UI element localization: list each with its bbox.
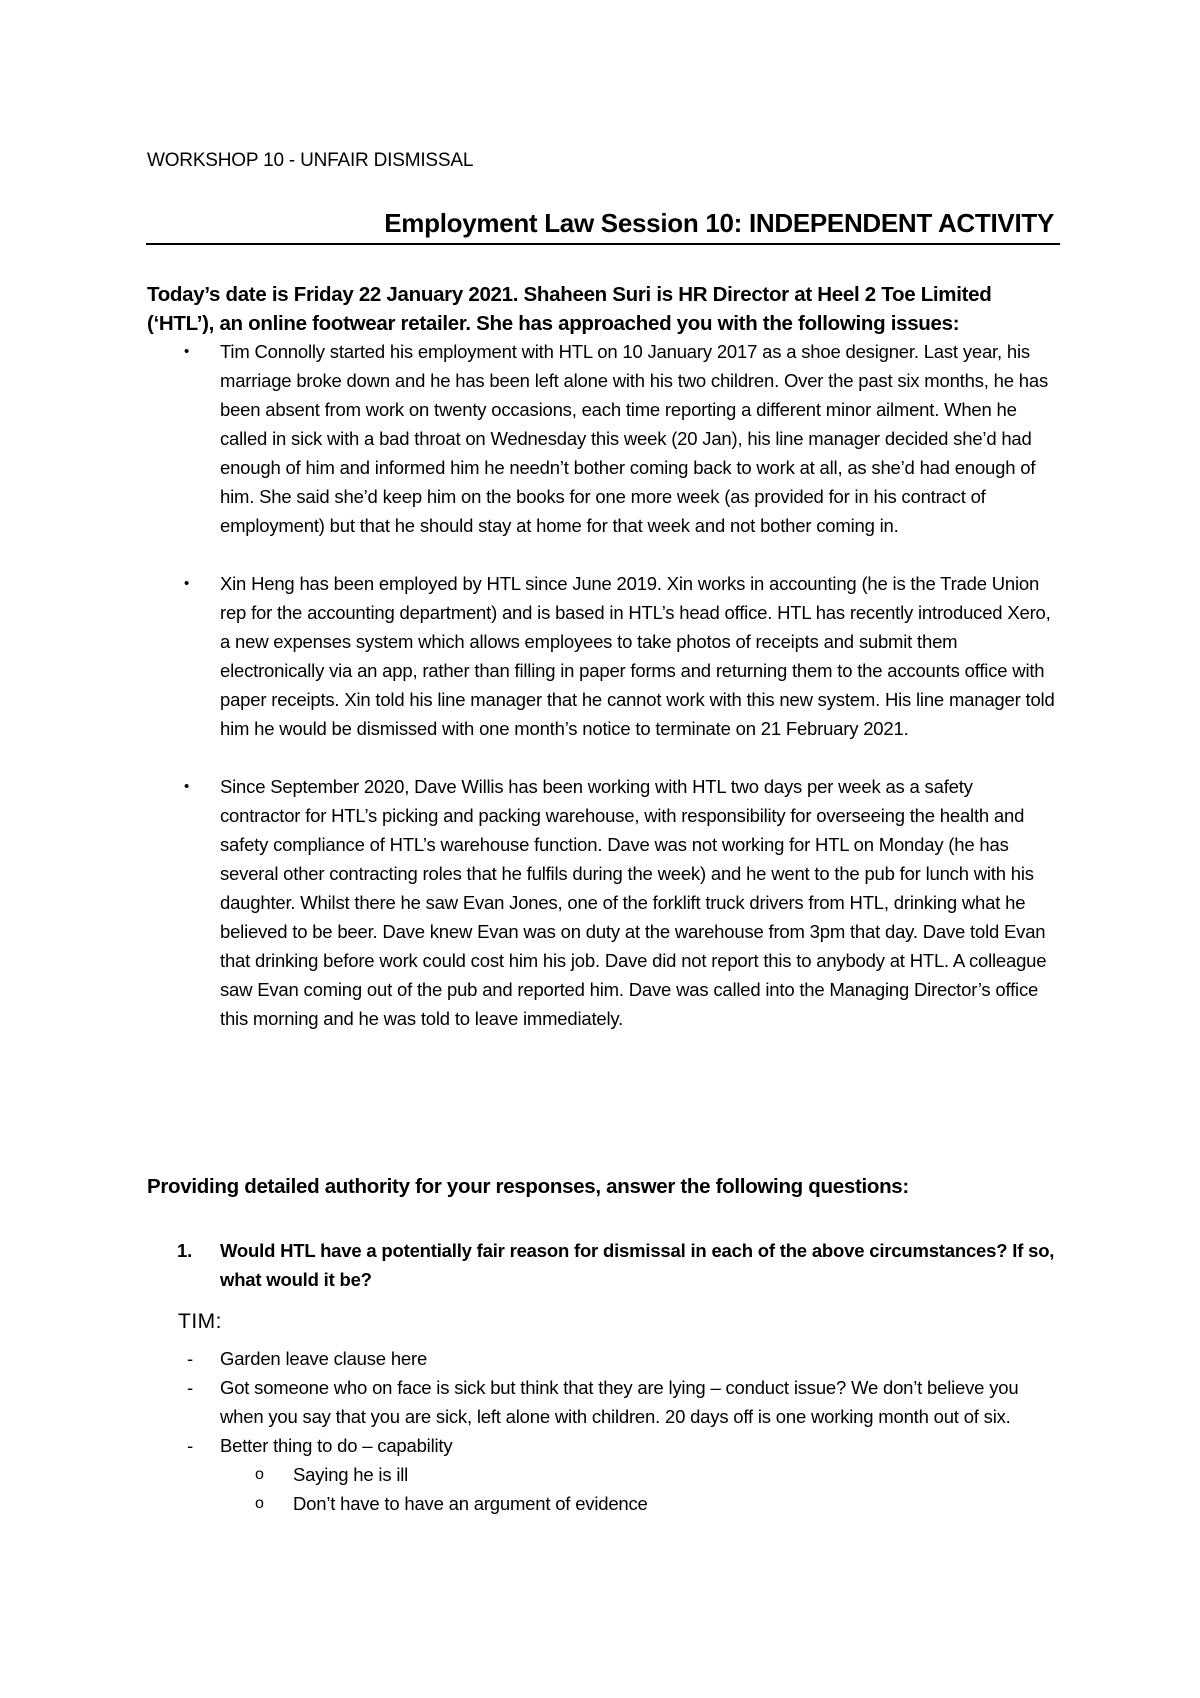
question-number: 1. (177, 1240, 193, 1261)
page-title: Employment Law Session 10: INDEPENDENT ACTIVITY (384, 208, 1054, 238)
subnote-text: Saying he is ill (293, 1464, 409, 1485)
scenario-tim (147, 337, 1057, 540)
instructions-heading: Providing detailed authority for your responses, answer the following questions: (147, 1175, 909, 1198)
bullet-icon: • (184, 778, 190, 795)
dash-icon: - (187, 1377, 194, 1398)
dash-icon: - (187, 1348, 194, 1369)
circle-bullet-icon: o (255, 1495, 264, 1512)
subnote-item (147, 1489, 1057, 1518)
scenario-list (147, 337, 1057, 1062)
title-block (146, 208, 1060, 245)
note-text: Got someone who on face is sick but think that they are lying – conduct issue? We don’t believe you when you say that you are sick, left alone with children. 20 days off is one working month out of six. (220, 1377, 1019, 1427)
note-item (147, 1344, 1057, 1373)
note-text: Better thing to do – capability (220, 1435, 453, 1456)
note-item (147, 1373, 1057, 1431)
question-1 (147, 1236, 1057, 1294)
tim-heading: TIM: (178, 1310, 222, 1333)
scenario-text: Xin Heng has been employed by HTL since June 2019. Xin works in accounting (he is the Trade Union rep for the accounting department) and is based in HTL’s head office. HTL has recently introduced Xero, a new expenses system which allows employees to take photos of receipts and submit them electronically via an app, rather than filling in paper forms and returning them to the accounts office with paper receipts. Xin told his line manager that he cannot work with this new system. His line manager told him he would be dismissed with one month’s notice to terminate on 21 February 2021. (220, 573, 1055, 739)
subnote-item (147, 1460, 1057, 1489)
subnote-text: Don’t have to have an argument of evidence (293, 1493, 648, 1514)
scenario-text: Since September 2020, Dave Willis has been working with HTL two days per week as a safety contractor for HTL’s picking and packing warehouse, with responsibility for overseeing the health and safety compliance of HTL’s warehouse function. Dave was not working for HTL on Monday (he has several other contracting roles that he fulfils during the week) and he went to the pub for lunch with his daughter. Whilst there he saw Evan Jones, one of the forklift truck drivers from HTL, drinking what he believed to be beer. Dave knew Evan was on duty at the warehouse from 3pm that day. Dave told Evan that drinking before work could cost him his job. Dave did not report this to anybody at HTL. A colleague saw Evan coming out of the pub and reported him. Dave was called into the Managing Director’s office this morning and he was told to leave immediately. (220, 776, 1047, 1029)
question-text: Would HTL have a potentially fair reason for dismissal in each of the above circumstances? If so, what would it be? (220, 1240, 1055, 1290)
note-text: Garden leave clause here (220, 1348, 428, 1369)
workshop-heading: WORKSHOP 10 - UNFAIR DISMISSAL (147, 150, 474, 171)
bullet-icon: • (184, 575, 190, 592)
dash-icon: - (187, 1435, 194, 1456)
note-item (147, 1431, 1057, 1460)
scenario-dave (147, 772, 1057, 1033)
scenario-text: Tim Connolly started his employment with HTL on 10 January 2017 as a shoe designer. Last year, his marriage broke down and he has been left alone with his two children. Over the past six months, he has been absent from work on twenty occasions, each time reporting a different minor ailment. When he called in sick with a bad throat on Wednesday this week (20 Jan), his line manager decided she’d had enough of him and informed him he needn’t bother coming back to work at all, as she’d had enough of him. She said she’d keep him on the books for one more week (as provided for in his contract of employment) but that he should stay at home for that week and not bother coming in. (220, 341, 1048, 536)
circle-bullet-icon: o (255, 1466, 264, 1483)
bullet-icon: • (184, 343, 190, 360)
scenario-xin (147, 569, 1057, 743)
tim-notes (147, 1344, 1057, 1518)
intro-paragraph: Today’s date is Friday 22 January 2021. Shaheen Suri is HR Director at Heel 2 Toe Limited (‘HTL’), an online footwear retailer. She has approached you with the following issues: (147, 283, 992, 335)
